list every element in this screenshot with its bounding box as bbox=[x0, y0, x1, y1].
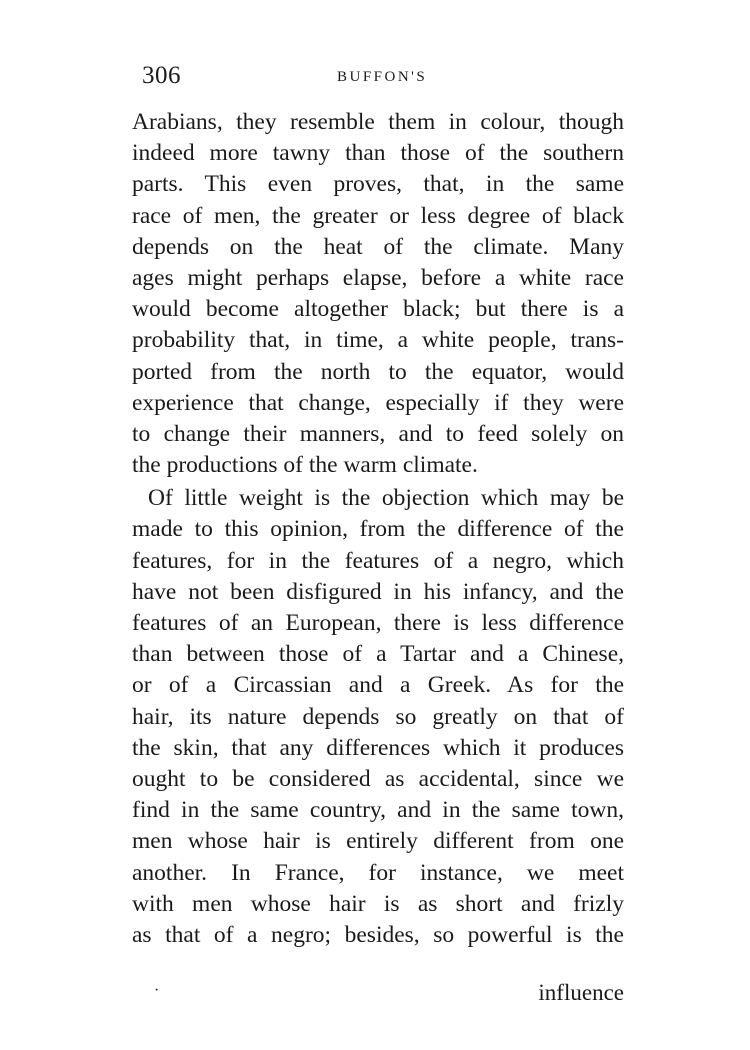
text-line: parts. This even proves, that, in the same bbox=[132, 171, 624, 198]
text-line: hair, its nature depends so greatly on that of bbox=[132, 703, 624, 730]
running-head: BUFFON'S bbox=[337, 69, 428, 85]
text-line: Of little weight is the objection which may be bbox=[148, 485, 624, 512]
text-line: ported from the north to the equator, would bbox=[132, 358, 624, 385]
text-line: ought to be considered as accidental, since we bbox=[132, 765, 624, 792]
body-text bbox=[132, 107, 624, 951]
text-line: find in the same country, and in the same town, bbox=[132, 797, 624, 824]
paragraph-1 bbox=[132, 107, 624, 481]
text-line: would become altogether black; but there is a bbox=[132, 296, 624, 323]
text-line: the skin, that any differences which it produces bbox=[132, 734, 624, 761]
text-line: the productions of the warm climate. bbox=[132, 452, 478, 479]
page-footer bbox=[132, 980, 624, 1010]
page-header bbox=[142, 62, 622, 96]
text-line: race of men, the greater or less degree of black bbox=[132, 202, 624, 229]
text-line: experience that change, especially if they were bbox=[132, 389, 624, 416]
text-line: with men whose hair is as short and frizly bbox=[132, 890, 624, 917]
text-line: another. In France, for instance, we meet bbox=[132, 859, 624, 886]
signature-mark: · bbox=[154, 982, 160, 999]
text-line: or of a Circassian and a Greek. As for the bbox=[132, 672, 624, 699]
text-line: features of an European, there is less difference bbox=[132, 610, 624, 636]
text-line: as that of a negro; besides, so powerful is the bbox=[132, 921, 624, 948]
text-line: probability that, in time, a white people, trans- bbox=[132, 327, 624, 354]
page-number: 306 bbox=[142, 62, 181, 89]
catchword: influence bbox=[538, 980, 624, 1005]
text-line: features, for in the features of a negro, which bbox=[132, 547, 624, 574]
text-line: have not been disfigured in his infancy, and the bbox=[132, 578, 624, 605]
text-line: ages might perhaps elapse, before a white race bbox=[132, 264, 624, 291]
text-line: made to this opinion, from the difference of the bbox=[132, 516, 624, 543]
paragraph-2 bbox=[132, 483, 624, 951]
text-line: men whose hair is entirely different from one bbox=[132, 828, 624, 855]
text-line: Arabians, they resemble them in colour, though bbox=[132, 109, 624, 135]
text-line: depends on the heat of the climate. Many bbox=[132, 233, 624, 260]
text-line: to change their manners, and to feed solely on bbox=[132, 420, 624, 447]
text-line: indeed more tawny than those of the southern bbox=[132, 140, 624, 167]
text-line: than between those of a Tartar and a Chinese, bbox=[132, 641, 624, 668]
